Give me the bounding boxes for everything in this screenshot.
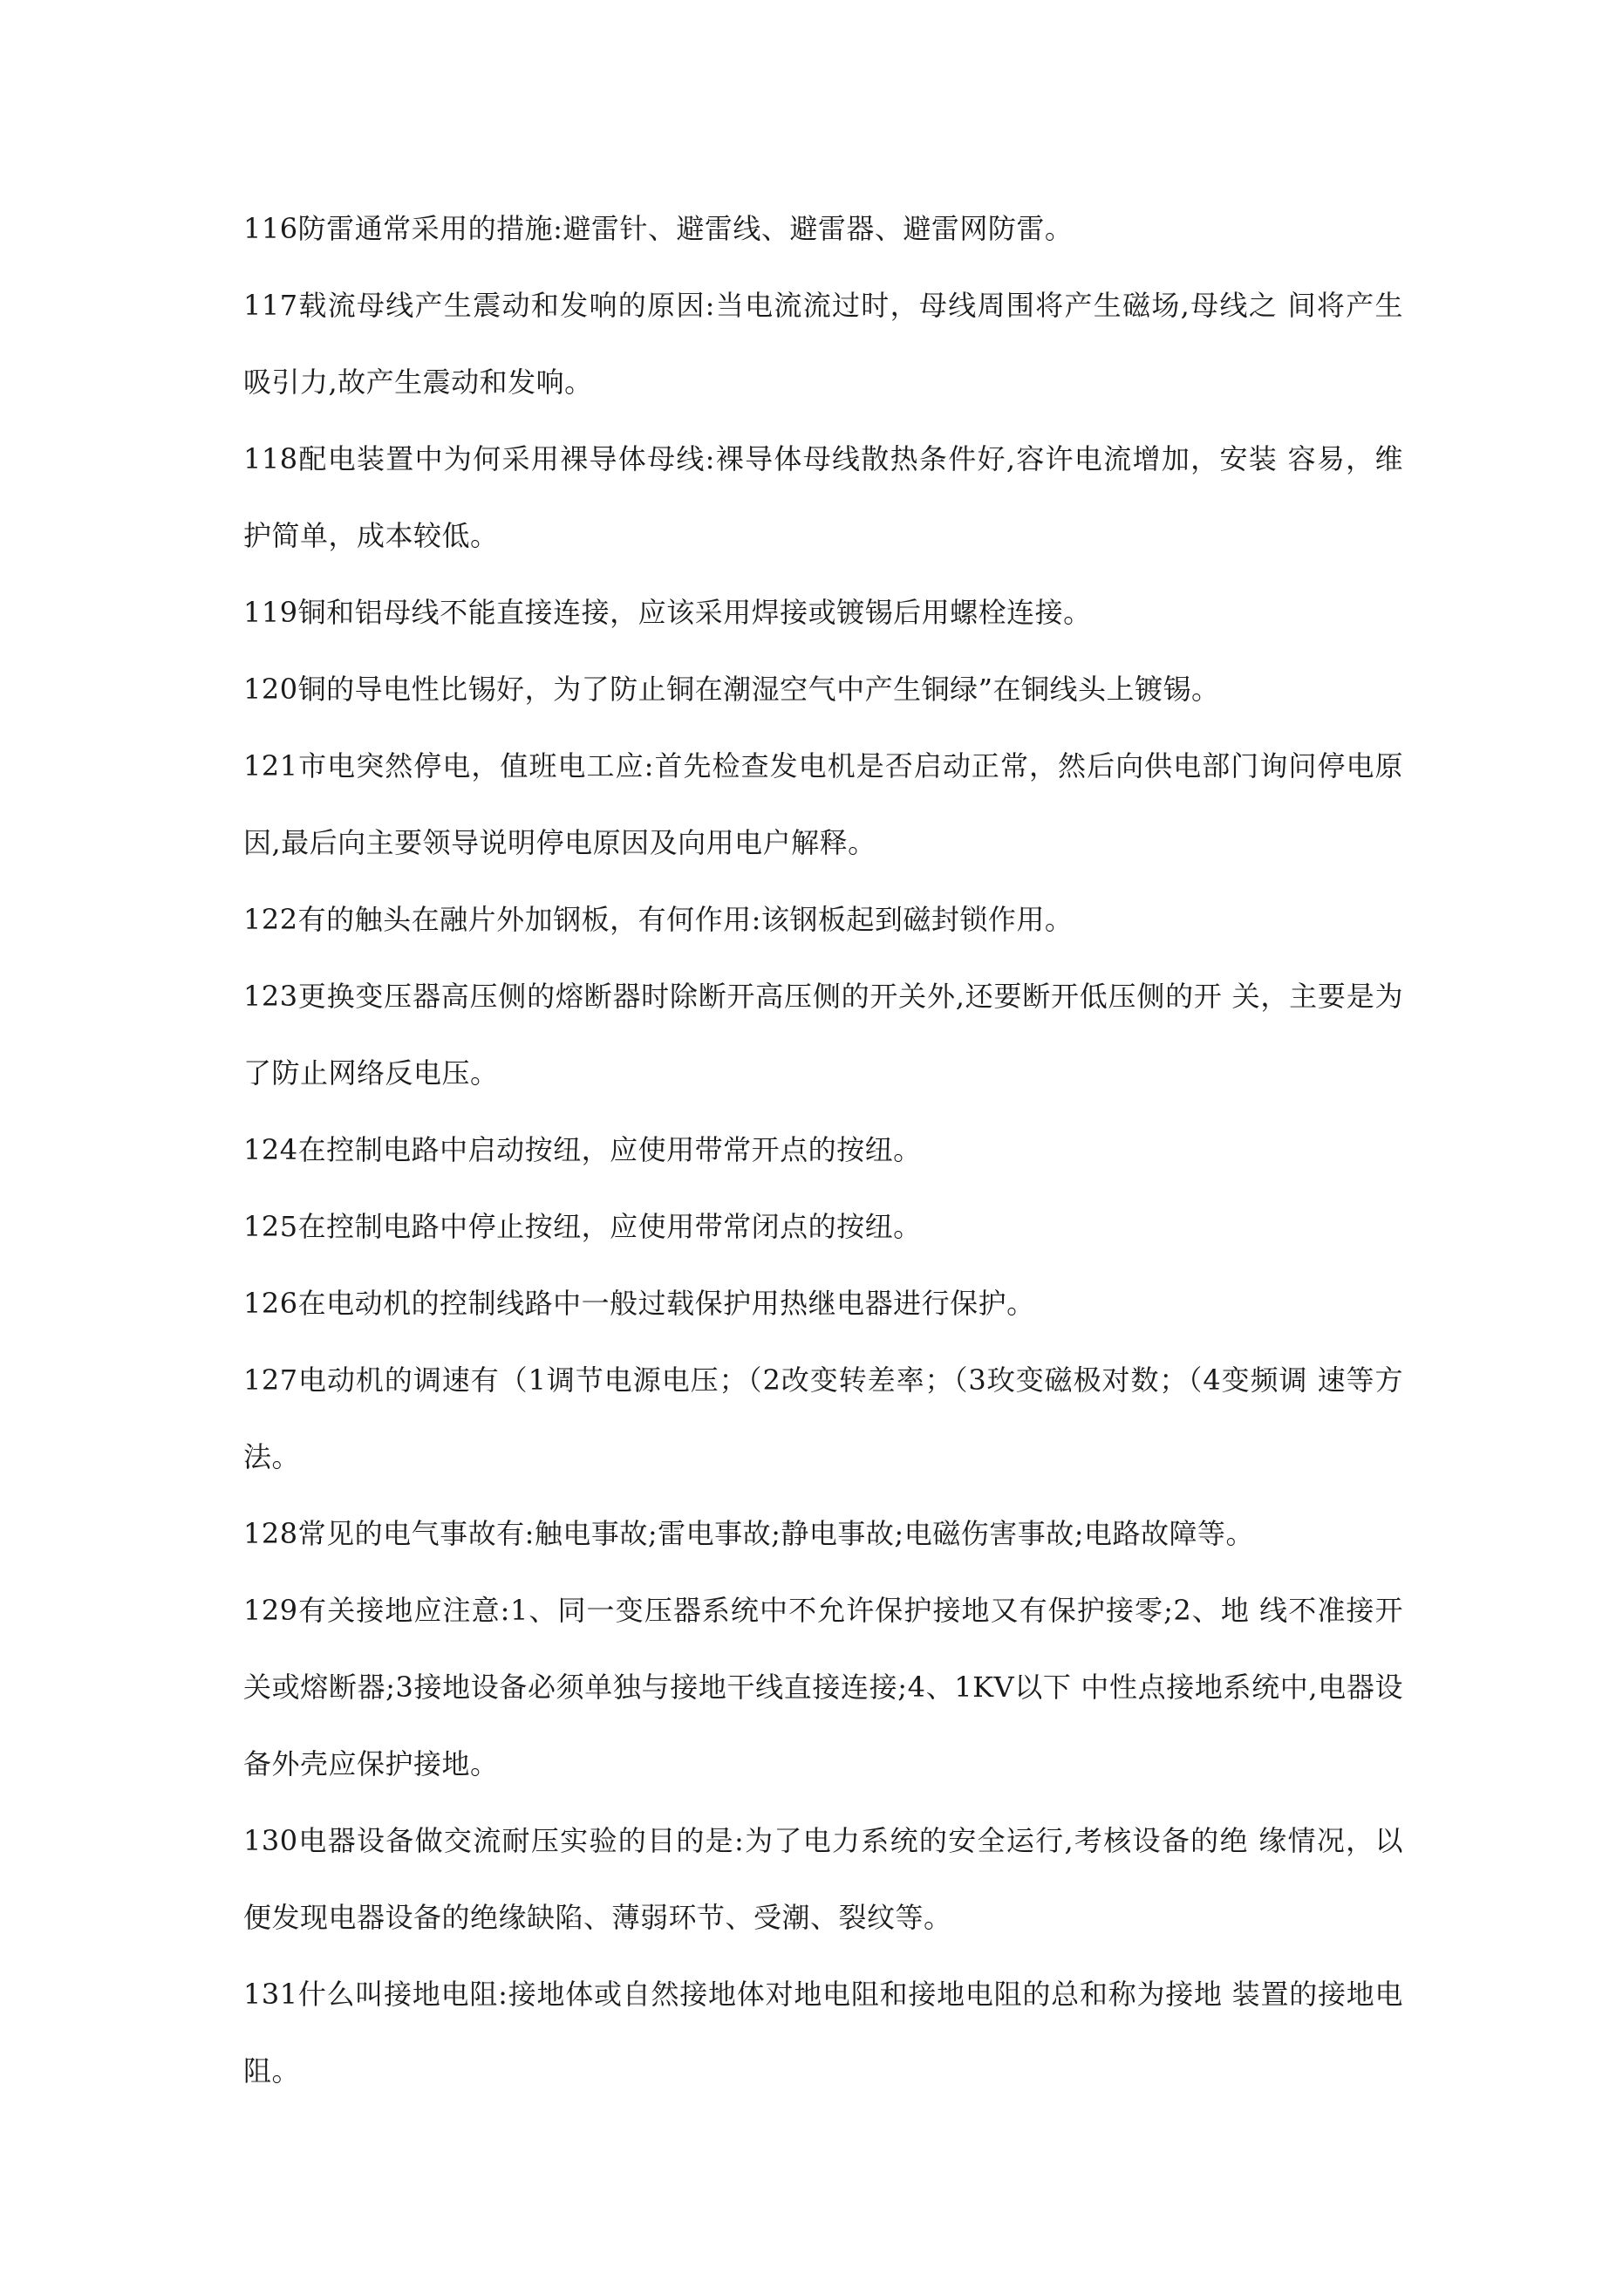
paragraph-123: 123更换变压器高压侧的熔断器时除断开高压侧的开关外,还要断开低压侧的开 关，主要是为了防止网络反电压。 (243, 980, 1403, 1090)
paragraph-119: 119铜和铝母线不能直接连接，应该采用焊接或镀锡后用螺栓连接。 (243, 596, 1092, 629)
paragraph-118: 118配电装置中为何采用裸导体母线:裸导体母线散热条件好,容许电流增加，安装 容易，维护简单，成本较低。 (243, 442, 1403, 552)
paragraph-120: 120铜的导电性比锡好，为了防止铜在潮湿空气中产生铜绿”在铜线头上镀锡。 (243, 673, 1220, 706)
paragraph-116: 116防雷通常采用的措施:避雷针、避雷线、避雷器、避雷网防雷。 (243, 212, 1074, 245)
paragraph-130: 130电器设备做交流耐压实验的目的是:为了电力系统的安全运行,考核设备的绝 缘情况，以便发现电器设备的绝缘缺陷、薄弱环节、受潮、裂纹等。 (243, 1824, 1403, 1934)
document-body (243, 209, 1403, 2129)
paragraph-124: 124在控制电路中启动按纽，应使用带常开点的按纽。 (243, 1133, 922, 1166)
paragraph-128: 128常见的电气事故有:触电事故;雷电事故;静电事故;电磁伤害事故;电路故障等。 (243, 1517, 1254, 1550)
paragraph-129: 129有关接地应注意:1、同一变压器系统中不允许保护接地又有保护接零;2、地 线不准接开关或熔断器;3接地设备必须单独与接地干线直接连接;4、1KV以下 中性点接地系统中,电器设备外壳应保护接地。 (243, 1594, 1403, 1780)
paragraph-125: 125在控制电路中停止按纽，应使用带常闭点的按纽。 (243, 1210, 922, 1243)
paragraph-121: 121市电突然停电，值班电工应:首先检查发电机是否启动正常，然后向供电部门询问停电原因,最后向主要领导说明停电原因及向用电户解释。 (243, 749, 1403, 859)
paragraph-131: 131什么叫接地电阻:接地体或自然接地体对地电阻和接地电阻的总和称为接地 装置的接地电阻。 (243, 1978, 1403, 2088)
paragraph-122: 122有的触头在融片外加钢板，有何作用:该钢板起到磁封锁作用。 (243, 903, 1074, 936)
paragraph-117: 117载流母线产生震动和发响的原因:当电流流过时，母线周围将产生磁场,母线之 间将产生吸引力,故产生震动和发响。 (243, 289, 1403, 399)
paragraph-127: 127电动机的调速有（1调节电源电压；（2改变转差率；（3玫变磁极对数；（4变频调 速等方法。 (243, 1363, 1403, 1473)
paragraph-126: 126在电动机的控制线路中一般过载保护用热继电器进行保护。 (243, 1287, 1035, 1320)
